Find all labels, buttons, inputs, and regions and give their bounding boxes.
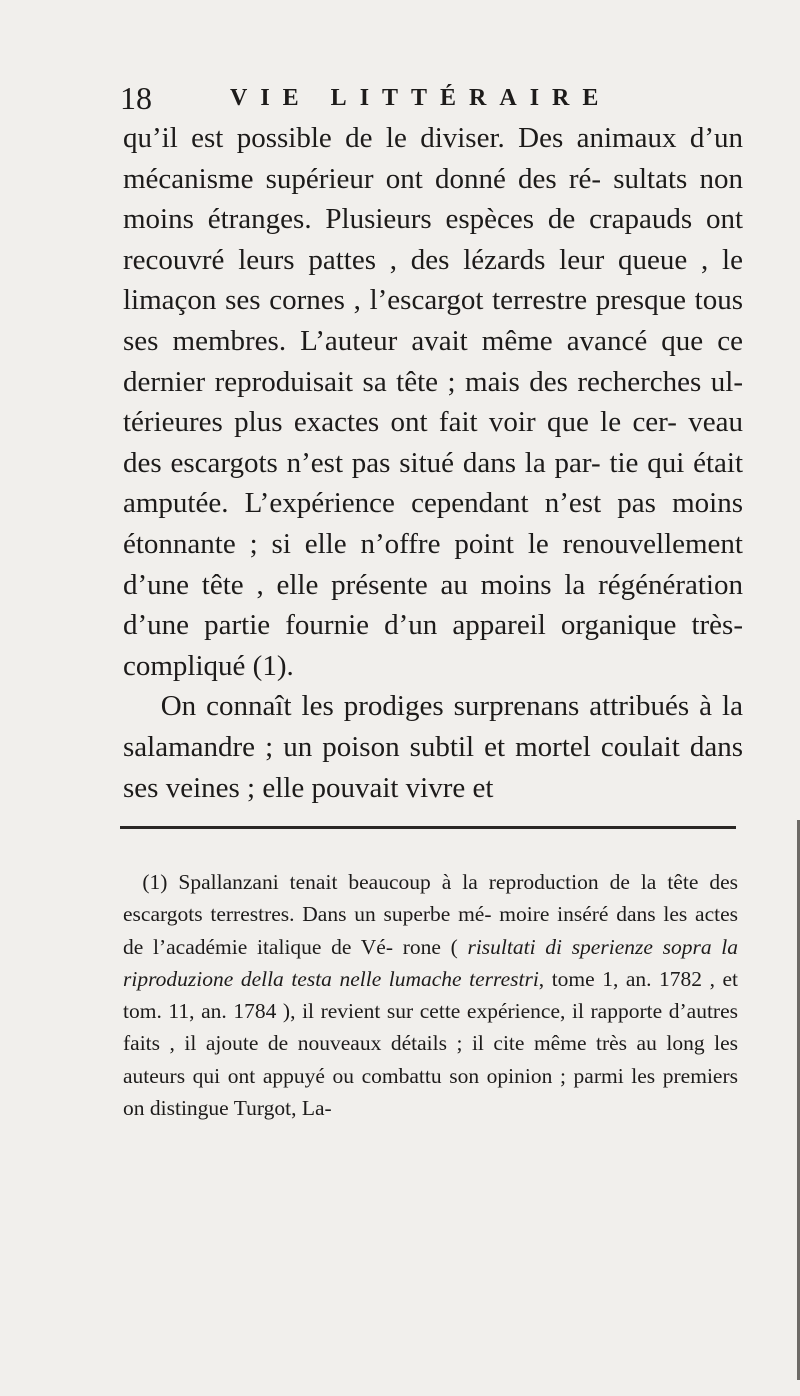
page-header (120, 78, 740, 118)
footnote (123, 866, 738, 1124)
footnote-separator (120, 826, 736, 829)
main-text (123, 118, 743, 808)
page-number: 18 (120, 80, 152, 116)
footnote-text-end: , tome 1, an. 1782 , et tom. 11, an. 1784 ), il revient sur cette expérience, il rapporte d’autres faits , il ajoute de nouveaux détails ; il cite même très au long les auteurs qui ont appuyé ou combattu son opinion ; parmi les premiers on distingue Turgot, La- (123, 966, 738, 1121)
footnote-text-start: (1) Spallanzani tenait beaucoup à la reproduction de la tête des escargots terrestres. Dans un superbe mé- moire inséré dans les actes de l’académie italique de Vé- rone ( (123, 870, 738, 959)
paragraph: On connaît les prodiges surprenans attribués à la salamandre ; un poison subtil et mortel coulait dans ses veines ; elle pouvait vivre et (123, 690, 743, 804)
paragraph: qu’il est possible de le diviser. Des animaux d’un mécanisme supérieur ont donné des ré- sultats non moins étranges. Plusieurs espèces de crapauds ont recouvré leurs pattes , des lézards leur queue , le limaçon ses cornes , l’escargot terrestre presque tous ses membres. L’auteur avait même avancé que ce dernier reproduisait sa tête ; mais des recherches ul- térieures plus exactes ont fait voir que le cer- veau des escargots n’est pas situé dans la par- tie qui était amputée. L’expérience cependant n’est pas moins étonnante ; si elle n’offre point le renouvellement d’une tête , elle présente au moins la régénération d’une partie fournie d’un appareil organique très-compliqué (1). (123, 122, 743, 682)
running-head: VIE LITTÉRAIRE (230, 85, 612, 111)
footnote-italic-title: risultati di sperienze sopra la riproduzione della testa nelle lumache terrestri (123, 934, 739, 991)
